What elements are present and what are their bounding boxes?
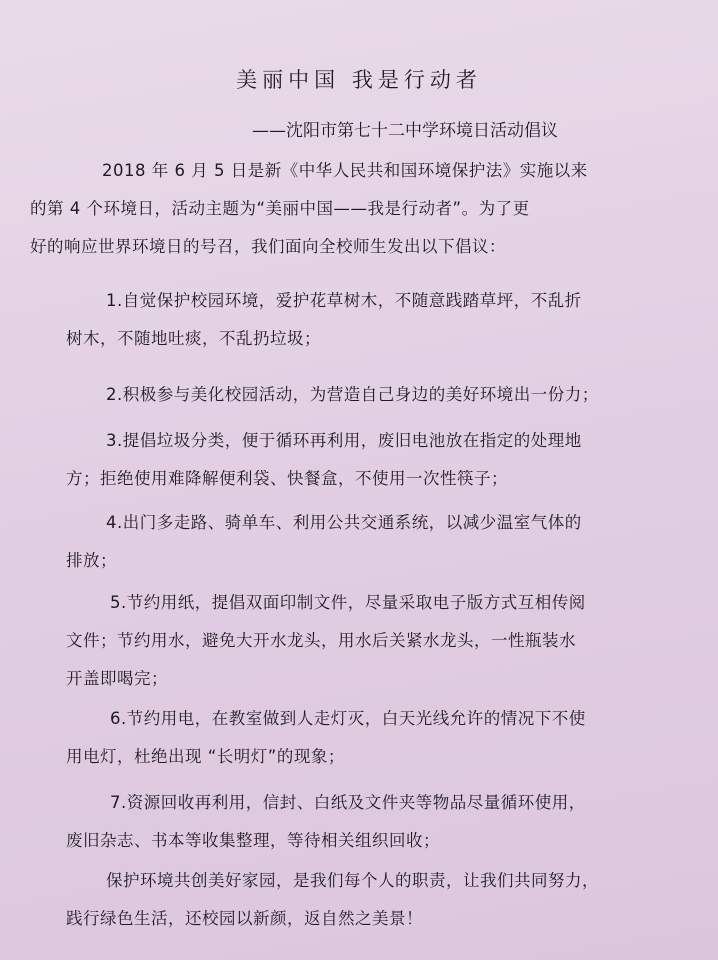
item-line: 2.积极参与美化校园活动，为营造自己身边的美好环境出一份力；: [106, 385, 599, 404]
item-line: 1.自觉保护校园环境，爱护花草树木，不随意践踏草坪，不乱折: [106, 291, 582, 310]
item-line: 排放；: [66, 551, 117, 570]
proposal-item-5: [66, 584, 656, 698]
item-line: 7.资源回收再利用，信封、白纸及文件夹等物品尽量循环使用，: [110, 793, 586, 812]
item-line: 开盖即喝完；: [66, 669, 168, 688]
intro-line: 好的响应世界环境日的号召，我们面向全校师生发出以下倡议：: [30, 237, 506, 256]
proposal-item-4: [66, 504, 656, 580]
item-line: 方；拒绝使用难降解便利袋、快餐盒，不使用一次性筷子；: [66, 469, 508, 488]
item-line: 3.提倡垃圾分类，便于循环再利用，废旧电池放在指定的处理地: [106, 431, 582, 450]
closing-line: 践行绿色生活，还校园以新颜，返自然之美景！: [66, 909, 423, 928]
item-line: 6.节约用电，在教室做到人走灯灭，白天光线允许的情况下不使: [110, 709, 586, 728]
item-line: 树木，不随地吐痰，不乱扔垃圾；: [66, 329, 321, 348]
document-title: 美丽中国 我是行动者: [236, 68, 482, 92]
closing-line: 保护环境共创美好家园，是我们每个人的职责，让我们共同努力，: [106, 871, 599, 890]
proposal-item-6: [66, 700, 656, 776]
proposal-item-3: [66, 422, 656, 498]
item-line: 废旧杂志、书本等收集整理，等待相关组织回收；: [66, 831, 440, 850]
intro-line: 2018 年 6 月 5 日是新《中华人民共和国环境保护法》实施以来: [102, 161, 588, 180]
intro-line: 的第 4 个环境日，活动主题为“美丽中国——我是行动者”。为了更: [30, 199, 530, 218]
item-line: 4.出门多走路、骑单车、利用公共交通系统，以减少温室气体的: [106, 513, 582, 532]
item-line: 5.节约用纸，提倡双面印制文件，尽量采取电子版方式互相传阅: [110, 593, 586, 612]
intro-paragraph: [30, 152, 656, 266]
proposal-item-7: [66, 784, 656, 860]
closing-paragraph: [66, 862, 656, 938]
item-line: 文件；节约用水，避免大开水龙头，用水后关紧水龙头，一性瓶装水: [66, 631, 576, 650]
proposal-item-1: [66, 282, 656, 358]
document-subtitle: ——沈阳市第七十二中学环境日活动倡议: [252, 121, 558, 141]
item-line: 用电灯，杜绝出现 “长明灯”的现象；: [66, 747, 345, 766]
proposal-item-2: [66, 376, 656, 414]
